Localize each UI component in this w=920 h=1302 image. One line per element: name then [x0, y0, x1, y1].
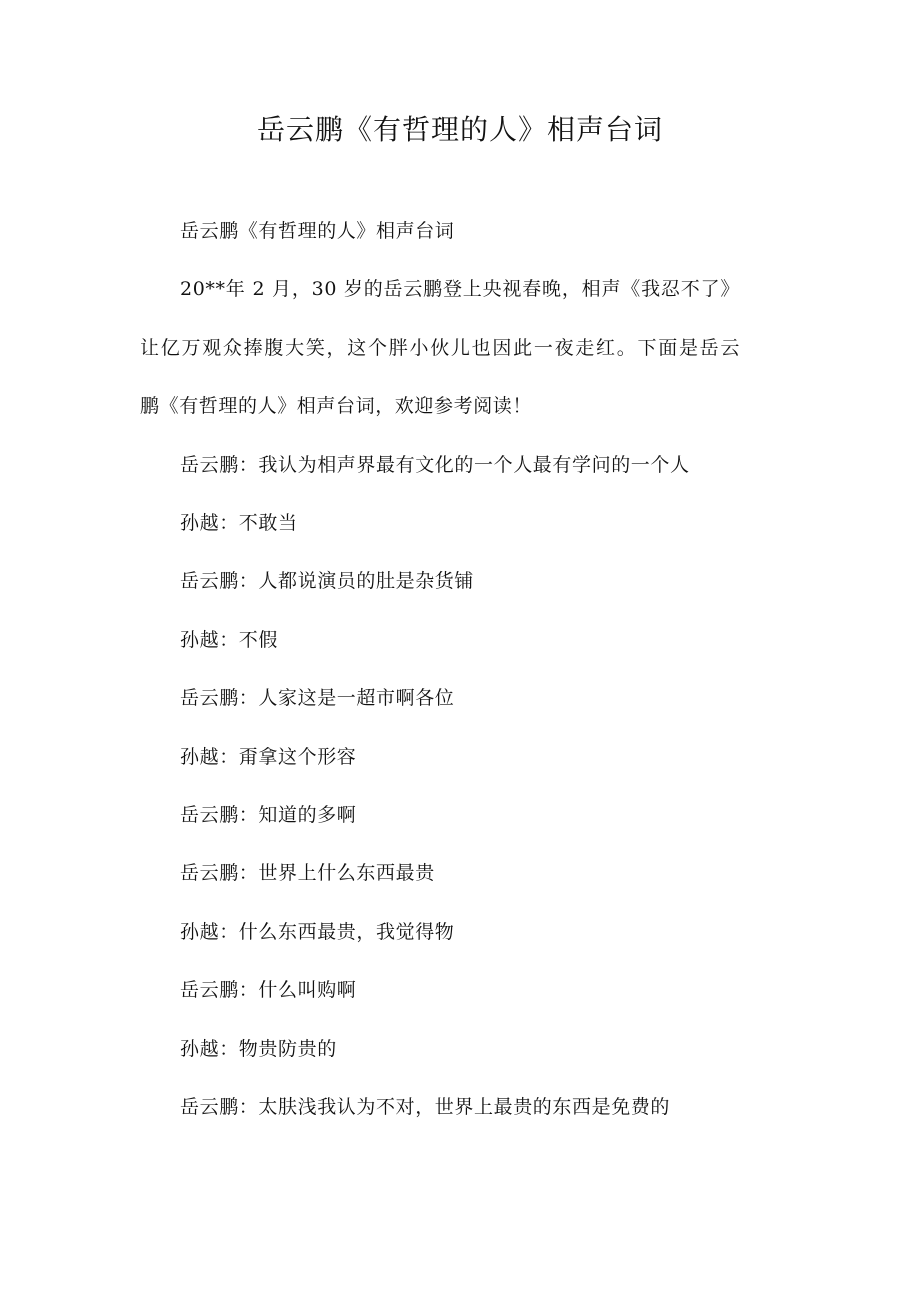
dialogue-line: 孙越：不敢当 — [180, 512, 298, 535]
intro-line-1: 20**年 2 月，30 岁的岳云鹏登上央视春晚，相声《我忍不了》 — [180, 278, 740, 301]
dialogue-line: 岳云鹏：太肤浅我认为不对，世界上最贵的东西是免费的 — [180, 1096, 671, 1119]
document-body — [140, 202, 740, 1137]
dialogue-line: 岳云鹏：人都说演员的肚是杂货铺 — [180, 570, 475, 593]
document-title: 岳云鹏《有哲理的人》相声台词 — [256, 113, 663, 146]
intro-line-2: 让亿万观众捧腹大笑，这个胖小伙儿也因此一夜走红。下面是岳云 — [140, 336, 740, 359]
dialogue-line: 岳云鹏：什么叫购啊 — [180, 979, 357, 1002]
dialogue-line: 岳云鹏：人家这是一超市啊各位 — [180, 687, 455, 710]
intro-line-3: 鹏《有哲理的人》相声台词，欢迎参考阅读！ — [140, 395, 533, 418]
dialogue-line: 孙越：甭拿这个形容 — [180, 745, 357, 768]
dialogue-line: 孙越：物贵防贵的 — [180, 1037, 337, 1060]
dialogue-line: 岳云鹏：世界上什么东西最贵 — [180, 862, 435, 885]
dialogue-line: 岳云鹏：我认为相声界最有文化的一个人最有学问的一个人 — [180, 453, 690, 476]
dialogue-line: 岳云鹏：知道的多啊 — [180, 804, 357, 827]
intro-paragraph — [140, 260, 740, 435]
dialogue-line: 孙越：不假 — [180, 628, 279, 651]
subtitle-paragraph: 岳云鹏《有哲理的人》相声台词 — [180, 220, 455, 242]
dialogue-line: 孙越：什么东西最贵，我觉得物 — [180, 920, 455, 943]
